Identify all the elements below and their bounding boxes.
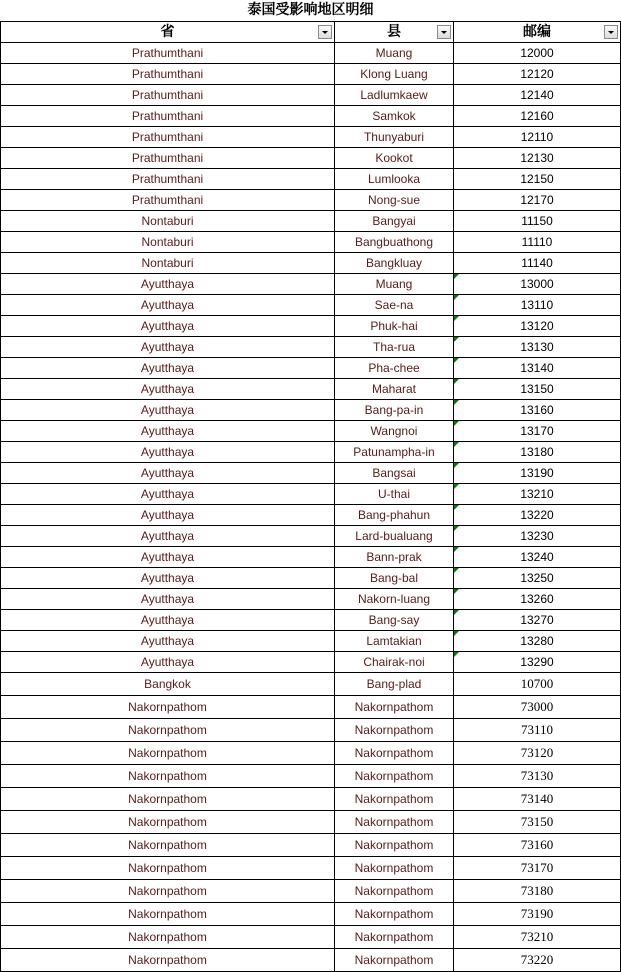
district-cell[interactable]: Nakornpathom [335,696,454,719]
province-cell[interactable]: Ayutthaya [1,337,335,358]
province-cell[interactable]: Ayutthaya [1,589,335,610]
province-cell[interactable]: Ayutthaya [1,631,335,652]
province-cell[interactable]: Ayutthaya [1,526,335,547]
table-row [1,379,621,400]
column-header-label: 省 [160,24,175,40]
postcode-cell[interactable]: 12170 [454,190,621,211]
table-row [1,652,621,673]
province-cell[interactable]: Ayutthaya [1,274,335,295]
table-row [1,64,621,85]
postcode-cell[interactable]: 13230 [454,526,621,547]
district-cell[interactable]: Klong Luang [335,64,454,85]
table-row [1,926,621,949]
province-cell[interactable]: Ayutthaya [1,379,335,400]
postcode-cell[interactable]: 73110 [454,719,621,742]
district-cell[interactable]: Nakorn-luang [335,589,454,610]
province-cell[interactable]: Nakornpathom [1,857,335,880]
table-row [1,232,621,253]
postcode-cell[interactable]: 13140 [454,358,621,379]
district-cell[interactable]: Sae-na [335,295,454,316]
province-cell[interactable]: Prathumthani [1,85,335,106]
table-row [1,526,621,547]
table-row [1,696,621,719]
header-row [1,22,621,43]
table-row [1,673,621,696]
district-cell[interactable]: Patunampha-in [335,442,454,463]
district-cell[interactable]: Ladlumkaew [335,85,454,106]
district-cell[interactable]: Nakornpathom [335,811,454,834]
district-cell[interactable]: Chairak-noi [335,652,454,673]
district-cell[interactable]: Nakornpathom [335,834,454,857]
district-cell[interactable]: Lumlooka [335,169,454,190]
province-cell[interactable]: Ayutthaya [1,316,335,337]
postcode-cell[interactable]: 12150 [454,169,621,190]
district-cell[interactable]: Nakornpathom [335,742,454,765]
table-row [1,442,621,463]
postcode-cell[interactable]: 13280 [454,631,621,652]
province-cell[interactable]: Nakornpathom [1,719,335,742]
province-cell[interactable]: Ayutthaya [1,421,335,442]
district-cell[interactable]: Nakornpathom [335,949,454,972]
postcode-cell[interactable]: 73120 [454,742,621,765]
table-row [1,505,621,526]
district-cell[interactable]: Wangnoi [335,421,454,442]
province-cell[interactable]: Nakornpathom [1,742,335,765]
district-cell[interactable]: Lard-bualuang [335,526,454,547]
table-row [1,253,621,274]
table-row [1,400,621,421]
province-cell[interactable]: Prathumthani [1,64,335,85]
district-cell[interactable]: Nakornpathom [335,857,454,880]
district-cell[interactable]: Nakornpathom [335,765,454,788]
postcode-cell[interactable]: 73210 [454,926,621,949]
district-cell[interactable]: Nakornpathom [335,903,454,926]
province-cell[interactable]: Ayutthaya [1,652,335,673]
table-row [1,295,621,316]
table-row [1,742,621,765]
postcode-cell[interactable]: 10700 [454,673,621,696]
postcode-cell[interactable]: 73160 [454,834,621,857]
province-cell[interactable]: Nakornpathom [1,880,335,903]
province-cell[interactable]: Nakornpathom [1,903,335,926]
district-cell[interactable]: Nakornpathom [335,788,454,811]
postcode-cell[interactable]: 13210 [454,484,621,505]
province-cell[interactable]: Ayutthaya [1,547,335,568]
table-row [1,788,621,811]
district-cell[interactable]: Samkok [335,106,454,127]
table-row [1,463,621,484]
province-cell[interactable]: Ayutthaya [1,295,335,316]
postcode-cell[interactable]: 13190 [454,463,621,484]
province-cell[interactable]: Prathumthani [1,43,335,64]
table-row [1,719,621,742]
postcode-cell[interactable]: 73220 [454,949,621,972]
table-row [1,631,621,652]
table-row [1,43,621,64]
table-row [1,484,621,505]
table-row [1,610,621,631]
table-row [1,857,621,880]
postcode-cell[interactable]: 73140 [454,788,621,811]
table-row [1,211,621,232]
table-row [1,316,621,337]
province-cell[interactable]: Prathumthani [1,148,335,169]
province-cell[interactable]: Ayutthaya [1,568,335,589]
district-cell[interactable]: Maharat [335,379,454,400]
district-cell[interactable]: Lamtakian [335,631,454,652]
district-cell[interactable]: Bang-phahun [335,505,454,526]
table-row [1,547,621,568]
postcode-cell[interactable]: 73150 [454,811,621,834]
postcode-cell[interactable]: 73130 [454,765,621,788]
table-row [1,148,621,169]
district-cell[interactable]: Tha-rua [335,337,454,358]
column-header-postcode [454,22,621,43]
table-row [1,765,621,788]
postcode-cell[interactable]: 13250 [454,568,621,589]
postcode-cell[interactable]: 11110 [454,232,621,253]
province-cell[interactable]: Nontaburi [1,253,335,274]
province-cell[interactable]: Nakornpathom [1,926,335,949]
postcode-cell[interactable]: 12000 [454,43,621,64]
table-row [1,834,621,857]
province-cell[interactable]: Ayutthaya [1,358,335,379]
table-row [1,127,621,148]
province-cell[interactable]: Nakornpathom [1,811,335,834]
province-cell[interactable]: Nakornpathom [1,834,335,857]
postcode-cell[interactable]: 13220 [454,505,621,526]
province-cell[interactable]: Prathumthani [1,190,335,211]
table-row [1,903,621,926]
postcode-cell[interactable]: 11140 [454,253,621,274]
table-row [1,85,621,106]
province-cell[interactable]: Prathumthani [1,169,335,190]
postcode-cell[interactable]: 12140 [454,85,621,106]
postcode-cell[interactable]: 73180 [454,880,621,903]
postcode-cell[interactable]: 13260 [454,589,621,610]
column-header-label: 邮编 [523,24,551,40]
table-row [1,949,621,972]
district-cell[interactable]: Bangyai [335,211,454,232]
table-row [1,190,621,211]
postcode-cell[interactable]: 13240 [454,547,621,568]
postcode-cell[interactable]: 13170 [454,421,621,442]
district-cell[interactable]: Nakornpathom [335,926,454,949]
table-row [1,568,621,589]
table-row [1,106,621,127]
district-cell[interactable]: U-thai [335,484,454,505]
province-cell[interactable]: Nontaburi [1,232,335,253]
province-cell[interactable]: Nakornpathom [1,949,335,972]
district-cell[interactable]: Phuk-hai [335,316,454,337]
province-cell[interactable]: Nakornpathom [1,696,335,719]
postcode-cell[interactable]: 13160 [454,400,621,421]
district-cell[interactable]: Muang [335,43,454,64]
postcode-cell[interactable]: 13110 [454,295,621,316]
table-row [1,589,621,610]
district-cell[interactable]: Bang-plad [335,673,454,696]
postcode-cell[interactable]: 13120 [454,316,621,337]
district-cell[interactable]: Muang [335,274,454,295]
province-cell[interactable]: Nakornpathom [1,788,335,811]
column-header-district [335,22,454,43]
filter-dropdown-icon[interactable] [318,25,332,39]
table-row [1,169,621,190]
column-header-province [1,22,335,43]
province-cell[interactable]: Prathumthani [1,127,335,148]
column-header-label: 县 [387,24,401,40]
postcode-cell[interactable]: 13000 [454,274,621,295]
province-cell[interactable]: Ayutthaya [1,505,335,526]
province-cell[interactable]: Ayutthaya [1,400,335,421]
district-cell[interactable]: Nakornpathom [335,880,454,903]
district-cell[interactable]: Bangbuathong [335,232,454,253]
postcode-cell[interactable]: 11150 [454,211,621,232]
postcode-cell[interactable]: 73000 [454,696,621,719]
district-cell[interactable]: Nong-sue [335,190,454,211]
province-cell[interactable]: Nakornpathom [1,765,335,788]
postcode-cell[interactable]: 73190 [454,903,621,926]
province-cell[interactable]: Nontaburi [1,211,335,232]
filter-dropdown-icon[interactable] [604,25,618,39]
province-cell[interactable]: Ayutthaya [1,484,335,505]
table-row [1,811,621,834]
district-cell[interactable]: Pha-chee [335,358,454,379]
table-row [1,358,621,379]
province-cell[interactable]: Ayutthaya [1,463,335,484]
postcode-cell[interactable]: 73170 [454,857,621,880]
district-cell[interactable]: Bang-say [335,610,454,631]
postcode-cell[interactable]: 13290 [454,652,621,673]
district-cell[interactable]: Kookot [335,148,454,169]
district-cell[interactable]: Bang-bal [335,568,454,589]
postcode-cell[interactable]: 13130 [454,337,621,358]
postcode-cell[interactable]: 13270 [454,610,621,631]
postcode-cell[interactable]: 12120 [454,64,621,85]
province-cell[interactable]: Ayutthaya [1,442,335,463]
table-row [1,421,621,442]
postcode-cell[interactable]: 13180 [454,442,621,463]
filter-dropdown-icon[interactable] [437,25,451,39]
district-cell[interactable]: Bangkluay [335,253,454,274]
province-cell[interactable]: Bangkok [1,673,335,696]
postcode-cell[interactable]: 12160 [454,106,621,127]
district-cell[interactable]: Bann-prak [335,547,454,568]
data-table [0,21,621,972]
sheet-title: 泰国受影响地区明细 [247,2,374,18]
postcode-cell[interactable]: 12130 [454,148,621,169]
district-cell[interactable]: Bangsai [335,463,454,484]
province-cell[interactable]: Prathumthani [1,106,335,127]
postcode-cell[interactable]: 12110 [454,127,621,148]
table-row [1,337,621,358]
district-cell[interactable]: Thunyaburi [335,127,454,148]
province-cell[interactable]: Ayutthaya [1,610,335,631]
district-cell[interactable]: Bang-pa-in [335,400,454,421]
table-row [1,274,621,295]
postcode-cell[interactable]: 13150 [454,379,621,400]
table-row [1,880,621,903]
district-cell[interactable]: Nakornpathom [335,719,454,742]
